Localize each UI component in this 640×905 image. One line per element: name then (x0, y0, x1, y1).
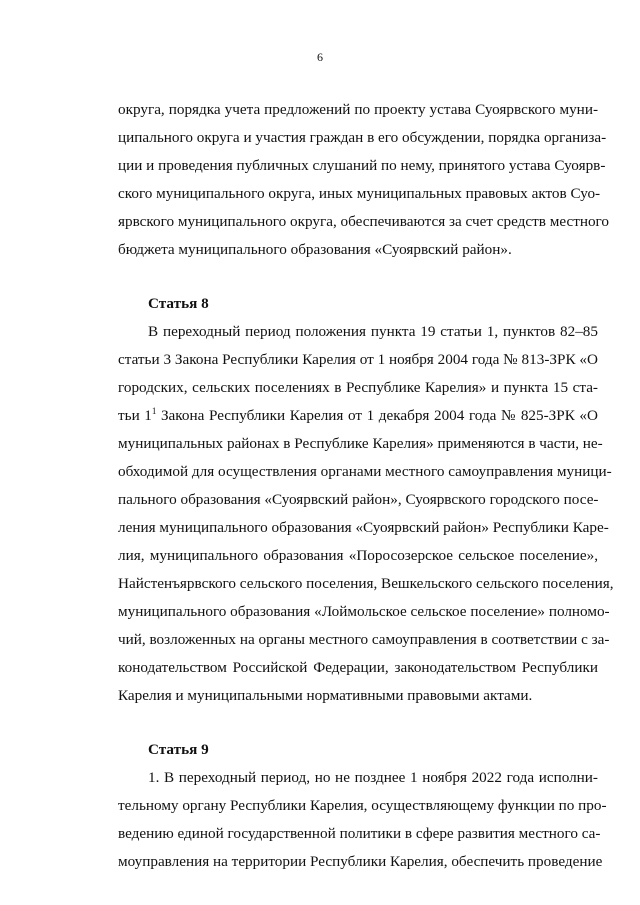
paragraph-line: пального образования «Суоярвский район», Суоярвского городского посе- (118, 491, 599, 508)
paragraph-line: округа, порядка учета предложений по проекту устава Суоярвского муни- (118, 101, 598, 118)
page-number: 6 (317, 50, 323, 64)
paragraph-line: чий, возложенных на органы местного самоуправления в соответствии с за- (118, 631, 610, 648)
superscript: 1 (151, 406, 157, 416)
paragraph-line: муниципальных районах в Республике Карелия» применяются в части, не- (118, 435, 603, 452)
paragraph-line: Найстенъярвского сельского поселения, Вешкельского сельского поселения, (118, 575, 614, 592)
line-text: тьи 1 (118, 407, 152, 424)
paragraph-line: ярвского муниципального округа, обеспечиваются за счет средств местного (118, 213, 610, 230)
paragraph-line: ции и проведения публичных слушаний по нему, принятого устава Суоярв- (118, 157, 606, 174)
paragraph-line: городских, сельских поселениях в Республике Карелия» и пункта 15 ста- (118, 379, 598, 396)
paragraph-line: тельному органу Республики Карелия, осуществляющему функции по про- (118, 797, 607, 814)
paragraph-line: ления муниципального образования «Суоярвский район» Республики Каре- (118, 519, 609, 536)
paragraph-line: ципального округа и участия граждан в его обсуждении, порядка организа- (118, 129, 607, 146)
line-text: Закона Республики Карелия от 1 декабря 2004 года № 825-ЗРК «О (156, 407, 598, 424)
article-heading: Статья 8 (148, 295, 209, 312)
paragraph-line: лия, муниципального образования «Поросозерское сельское поселение», (118, 547, 598, 564)
paragraph-line: обходимой для осуществления органами местного самоуправления муници- (118, 463, 612, 480)
paragraph-line: ского муниципального округа, иных муниципальных правовых актов Суо- (118, 185, 601, 202)
paragraph-line: Карелия и муниципальными нормативными правовыми актами. (118, 687, 533, 704)
paragraph-line: В переходный период положения пункта 19 статьи 1, пунктов 82–85 (148, 323, 598, 340)
paragraph-line: ведению единой государственной политики в сфере развития местного са- (118, 825, 601, 842)
paragraph-line: моуправления на территории Республики Карелия, обеспечить проведение (118, 853, 603, 870)
paragraph-line: конодательством Российской Федерации, законодательством Республики (118, 659, 598, 676)
article-heading: Статья 9 (148, 741, 209, 758)
paragraph-line: бюджета муниципального образования «Суоярвский район». (118, 241, 512, 258)
paragraph-line: статьи 3 Закона Республики Карелия от 1 ноября 2004 года № 813-ЗРК «О (118, 351, 598, 368)
paragraph-line: 1. В переходный период, но не позднее 1 ноября 2022 года исполни- (148, 769, 598, 786)
paragraph-line (118, 406, 598, 426)
paragraph-line: муниципального образования «Лоймольское сельское поселение» полномо- (118, 603, 610, 620)
